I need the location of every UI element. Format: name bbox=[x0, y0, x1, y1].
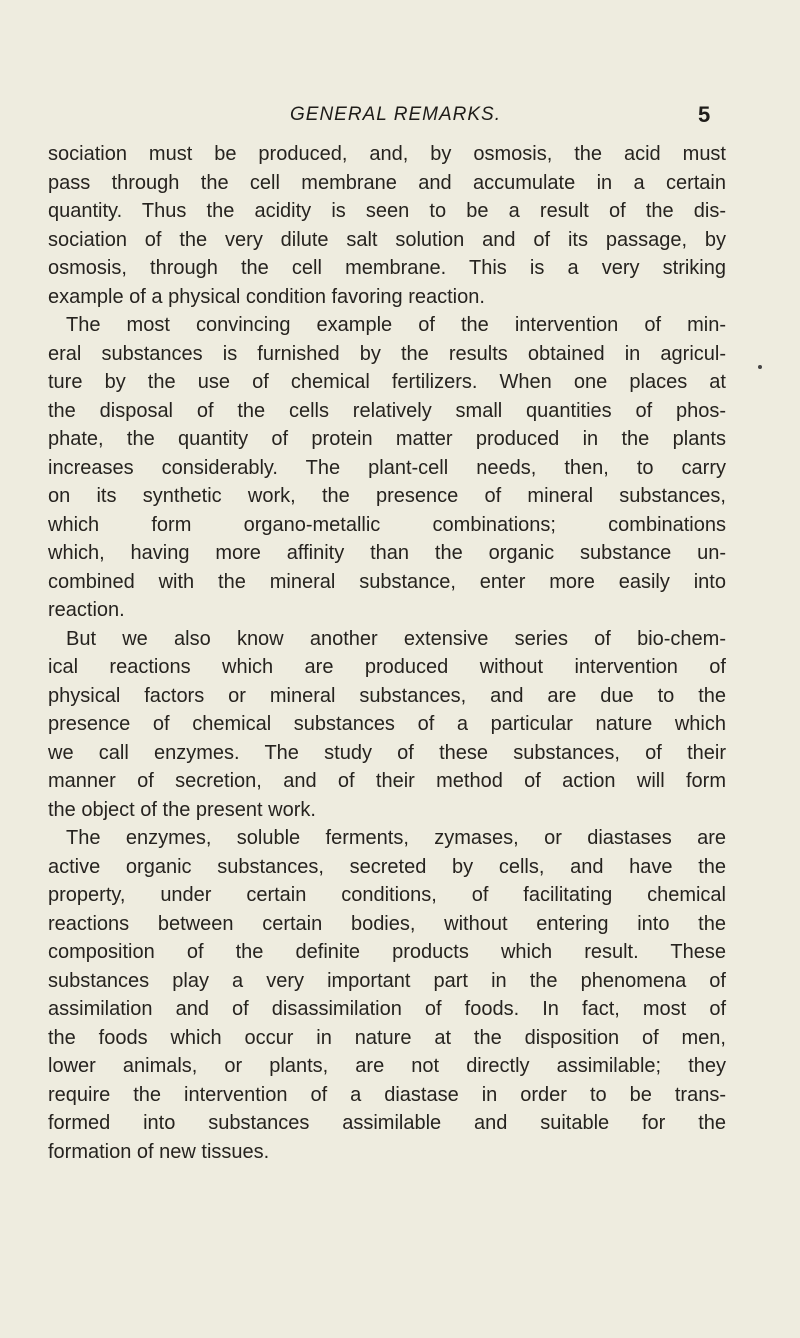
text-line: property, under certain conditions, of facilitating chemical bbox=[48, 884, 726, 906]
text-line: sociation of the very dilute salt solution and of its passage, by bbox=[48, 228, 726, 251]
page-header bbox=[0, 96, 800, 132]
text-line: combined with the mineral substance, enter more easily into bbox=[48, 570, 726, 593]
text-line: the object of the present work. bbox=[48, 798, 316, 821]
text-line: composition of the definite products which result. These bbox=[48, 941, 726, 963]
margin-mark bbox=[758, 365, 762, 369]
text-line: pass through the cell membrane and accumulate in a certain bbox=[48, 171, 726, 194]
text-line: the disposal of the cells relatively small quantities of phos- bbox=[48, 399, 726, 422]
paragraph-2 bbox=[48, 311, 726, 625]
paragraph-4 bbox=[48, 824, 726, 1166]
text-line: example of a physical condition favoring reaction. bbox=[48, 285, 485, 308]
text-line: lower animals, or plants, are not directly assimilable; they bbox=[48, 1055, 726, 1077]
text-line: The most convincing example of the intervention of min- bbox=[66, 314, 726, 336]
text-line: require the intervention of a diastase in order to be trans- bbox=[48, 1083, 726, 1106]
text-line: quantity. Thus the acidity is seen to be a result of the dis- bbox=[48, 200, 726, 222]
body-text bbox=[48, 140, 726, 1166]
text-line: increases considerably. The plant-cell needs, then, to carry bbox=[48, 456, 726, 479]
text-line: the foods which occur in nature at the disposition of men, bbox=[48, 1026, 726, 1049]
text-line: But we also know another extensive series of bio-chem- bbox=[66, 627, 726, 650]
text-line: substances play a very important part in the phenomena of bbox=[48, 969, 726, 992]
text-line: The enzymes, soluble ferments, zymases, or diastases are bbox=[66, 827, 726, 849]
text-line: osmosis, through the cell membrane. This is a very striking bbox=[48, 257, 726, 279]
text-line: presence of chemical substances of a particular nature which bbox=[48, 713, 726, 735]
page-number: 5 bbox=[698, 102, 711, 127]
text-line: manner of secretion, and of their method of action will form bbox=[48, 770, 726, 792]
text-line: active organic substances, secreted by cells, and have the bbox=[48, 855, 726, 878]
text-line: physical factors or mineral substances, and are due to the bbox=[48, 684, 726, 707]
running-head: GENERAL REMARKS. bbox=[290, 104, 501, 125]
text-line: eral substances is furnished by the results obtained in agricul- bbox=[48, 342, 726, 365]
text-line: on its synthetic work, the presence of mineral substances, bbox=[48, 485, 726, 507]
text-line: phate, the quantity of protein matter produced in the plants bbox=[48, 428, 726, 450]
text-line: ture by the use of chemical fertilizers. When one places at bbox=[48, 371, 726, 393]
paragraph-1 bbox=[48, 140, 726, 311]
text-line: which form organo-metallic combinations; combinations bbox=[48, 513, 726, 536]
text-line: which, having more affinity than the organic substance un- bbox=[48, 542, 726, 564]
text-line: reaction. bbox=[48, 599, 125, 621]
text-line: sociation must be produced, and, by osmosis, the acid must bbox=[48, 143, 726, 165]
text-line: ical reactions which are produced without intervention of bbox=[48, 656, 726, 678]
text-line: assimilation and of disassimilation of foods. In fact, most of bbox=[48, 998, 726, 1020]
text-line: formation of new tissues. bbox=[48, 1140, 270, 1163]
paragraph-3 bbox=[48, 625, 726, 825]
text-line: we call enzymes. The study of these substances, of their bbox=[48, 741, 726, 764]
text-line: reactions between certain bodies, without entering into the bbox=[48, 912, 726, 935]
text-line: formed into substances assimilable and suitable for the bbox=[48, 1112, 726, 1134]
